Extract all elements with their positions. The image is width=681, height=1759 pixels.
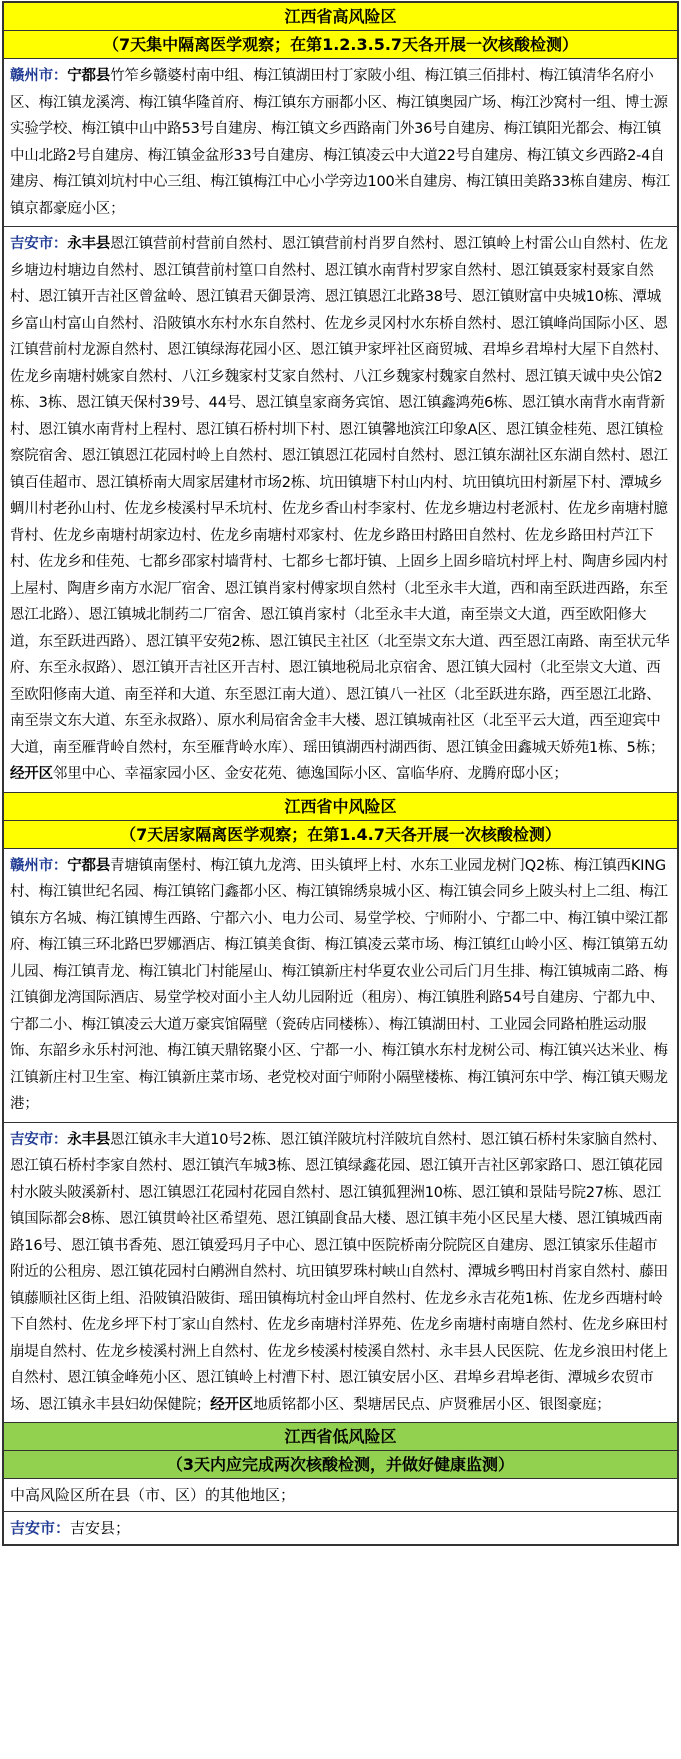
low-risk-text: 中高风险区所在县（市、区）的其他地区； [10,1486,296,1504]
mid-risk-title: 江西省中风险区 [284,796,397,816]
mid-risk-ganzhou [4,849,677,1123]
city-label: 吉安市： [10,236,68,252]
mid-risk-subtitle: （7天居家隔离医学观察；在第1.4.7天各开展一次核酸检测） [4,820,677,848]
high-risk-jian [4,227,677,793]
high-risk-header [4,3,677,59]
mid-risk-jian [4,1123,677,1424]
high-risk-title: 江西省高风险区 [284,7,397,26]
mid-risk-header [4,793,677,849]
low-risk-row [4,1512,677,1544]
low-risk-text: 吉安县； [70,1519,131,1537]
low-risk-row [4,1479,677,1512]
city-label: 吉安市： [10,1519,71,1537]
kaifaqu-label: 经开区 [210,1396,254,1413]
city-label: 赣州市： [10,68,68,84]
high-risk-subtitle: （7天集中隔离医学观察；在第1.2.3.5.7天各开展一次核酸检测） [4,30,677,58]
county-label: 永丰县 [67,1131,111,1148]
city-label: 赣州市： [10,857,68,874]
low-risk-subtitle: （3天内应完成两次核酸检测，并做好健康监测） [4,1450,677,1478]
area-list: 恩江镇永丰大道10号2栋、恩江镇洋陂坑村洋陂坑自然村、恩江镇石桥村朱家脑自然村、恩江镇石桥村李家自然村、恩江镇汽车城3栋、恩江镇绿鑫花园、恩江镇开吉社区郭家路口、恩江镇花园村水陂头陂溪新村、恩江镇恩江花园村花园自然村、恩江镇狐狸洲10栋、恩江镇和景陆号院27栋、恩江镇国际都会8栋、恩江镇贯岭社区希望苑、恩江镇副食品大楼、恩江镇丰苑小区民星大楼、恩江镇城西南路16号、恩江镇书香苑、恩江镇爱玛月子中心、恩江镇中医院桥南分院院区自建房、恩江镇家乐佳超市附近的公租房、恩江镇花园村白鹇洲自然村、坑田镇罗珠村峡山自然村、潭城乡鸭田村肖家自然村、藤田镇藤顺社区街上组、沿陂镇沿陂街、瑶田镇梅坑村金山坪自然村、佐龙乡永吉花苑1栋、佐龙乡西塘村岭下自然村、佐龙乡坪下村丁家山自然村、佐龙乡南塘村洋界苑、佐龙乡南塘村南塘自然村、佐龙乡麻田村崩堤自然村、佐龙乡棱溪村洲上自然村、佐龙乡棱溪村棱溪自然村、永丰县人民医院、佐龙乡浪田村佬上自然村、恩江镇金峰苑小区、恩江镇岭上村漕下村、恩江镇安居小区、君埠乡君埠老街、潭城乡农贸市场、恩江镇永丰县妇幼保健院； [10,1131,668,1413]
area-list: 竹笮乡赣婆村南中组、梅江镇湖田村丁家陂小组、梅江镇三佰排村、梅江镇清华名府小区、梅江镇龙溪湾、梅江镇华隆首府、梅江镇东方丽都小区、梅江镇奥园广场、梅江沙窝村一组、博士源实验学校、梅江镇中山中路53号自建房、梅江镇文乡西路南门外36号自建房、梅江镇阳光都会、梅江镇中山北路2号自建房、梅江镇金盆形33号自建房、梅江镇凌云中大道22号自建房、梅江镇文乡西路2-4自建房、梅江镇刘坑村中心三组、梅江镇梅江中心小学旁边100米自建房、梅江镇田美路33栋自建房、梅江镇京都豪庭小区； [10,68,671,217]
area-list: 恩江镇营前村营前自然村、恩江镇营前村肖罗自然村、恩江镇岭上村雷公山自然村、佐龙乡塘边村塘边自然村、恩江镇营前村篁口自然村、恩江镇水南背村罗家自然村、恩江镇聂家村聂家自然村、恩江镇开吉社区曾盆岭、恩江镇君天御景湾、恩江镇恩江北路38号、恩江镇财富中央城10栋、潭城乡富山村富山自然村、沿陂镇水东村水东自然村、佐龙乡灵冈村水东桥自然村、恩江镇峰尚国际小区、恩江镇营前村龙源自然村、恩江镇绿海花园小区、恩江镇尹家坪社区商贸城、君埠乡君埠村大屋下自然村、佐龙乡南塘村姚家自然村、八江乡魏家村艾家自然村、八江乡魏家村魏家自然村、恩江镇天诚中央公馆2栋、3栋、恩江镇天保村39号、44号、恩江镇皇家商务宾馆、恩江镇鑫鸿苑6栋、恩江镇水南背水南背新村、恩江镇水南背村上程村、恩江镇石桥村圳下村、恩江镇馨地滨江印象A区、恩江镇金桂苑、恩江镇检察院宿舍、恩江镇恩江花园村岭上自然村、恩江镇恩江花园村自然村、恩江镇东湖社区东湖自然村、恩江镇百佳超市、恩江镇桥南大周家居建材市场2栋、坑田镇塘下村山内村、坑田镇坑田村新屋下村、潭城乡蜩川村老孙山村、佐龙乡棱溪村早禾坑村、佐龙乡香山村李家村、佐龙乡塘边村老派村、佐龙乡南塘村臆背村、佐龙乡南塘村胡家边村、佐龙乡南塘村邓家村、佐龙乡路田村路田自然村、佐龙乡路田村芦江下村、佐龙乡和佳苑、七都乡邵家村墙背村、七都乡七都圩镇、上固乡上固乡暗坑村坪上村、陶唐乡园内村上屋村、陶唐乡南方水泥厂宿舍、恩江镇肖家村傅家坝自然村（北至永丰大道，西和南至跃进西路，东至恩江北路）、恩江镇城北制药二厂宿舍、恩江镇肖家村（北至永丰大道，南至崇文大道，西至欧阳修大道，东至跃进西路）、恩江镇平安苑2栋、恩江镇民主社区（北至崇文东大道、西至恩江南路、南至状元华府、东至永叔路）、恩江镇开吉社区开吉村、恩江镇地税局北京宿舍、恩江镇大园村（北至崇文大道、西至欧阳修南大道、南至祥和大道、东至恩江南大道）、恩江镇八一社区（北至跃进东路，西至恩江北路、南至崇文东大道、东至永叔路）、原水利局宿舍金丰大楼、恩江镇城南社区（北至平云大道，西至迎宾中大道，南至雁背岭自然村，东至雁背岭水库）、瑶田镇湖西村湖西街、恩江镇金田鑫城天娇苑1栋、5栋； [10,236,670,756]
county-label: 宁都县 [67,68,111,84]
area-list: 青塘镇南堡村、梅江镇九龙湾、田头镇坪上村、水东工业园龙树门Q2栋、梅江镇西KING村、梅江镇世纪名园、梅江镇铭门鑫都小区、梅江镇锦绣泉城小区、梅江镇会同乡上陂头村上二组、梅江镇东方名城、梅江镇博生西路、宁都六小、电力公司、易堂学校、宁师附小、宁都二中、梅江镇中梁江都府、梅江镇三环北路巴罗娜酒店、梅江镇美食街、梅江镇凌云菜市场、梅江镇红山岭小区、梅江镇第五幼儿园、梅江镇青龙、梅江镇北门村能屋山、梅江镇新庄村华夏农业公司后门月生排、梅江镇城南二路、梅江镇御龙湾国际酒店、易堂学校对面小主人幼儿园附近（租房）、梅江镇胜利路54号自建房、宁都九中、宁都二小、梅江镇凌云大道万豪宾馆隔壁（瓷砖店同楼栋）、梅江镇湖田村、工业园会同路柏胜运动服饰、东韶乡永乐村河池、梅江镇天鼎铭聚小区、宁都一小、梅江镇水东村龙树公司、梅江镇兴达米业、梅江镇新庄村卫生室、梅江镇新庄菜市场、老党校对面宁师附小隔壁楼栋、梅江镇河东中学、梅江镇天赐龙港； [10,857,668,1112]
city-label: 吉安市： [10,1131,68,1148]
area-list: 地质铭都小区、梨塘居民点、庐贤雅居小区、银图豪庭； [253,1396,611,1413]
kaifaqu-label: 经开区 [10,766,53,782]
high-risk-ganzhou [4,59,677,227]
county-label: 宁都县 [67,857,111,874]
risk-area-table [2,1,679,1546]
county-label: 永丰县 [67,236,111,252]
low-risk-title: 江西省低风险区 [284,1427,397,1446]
low-risk-header [4,1423,677,1479]
area-list: 邻里中心、幸福家园小区、金安花苑、德逸国际小区、富临华府、龙腾府邸小区； [52,766,568,782]
